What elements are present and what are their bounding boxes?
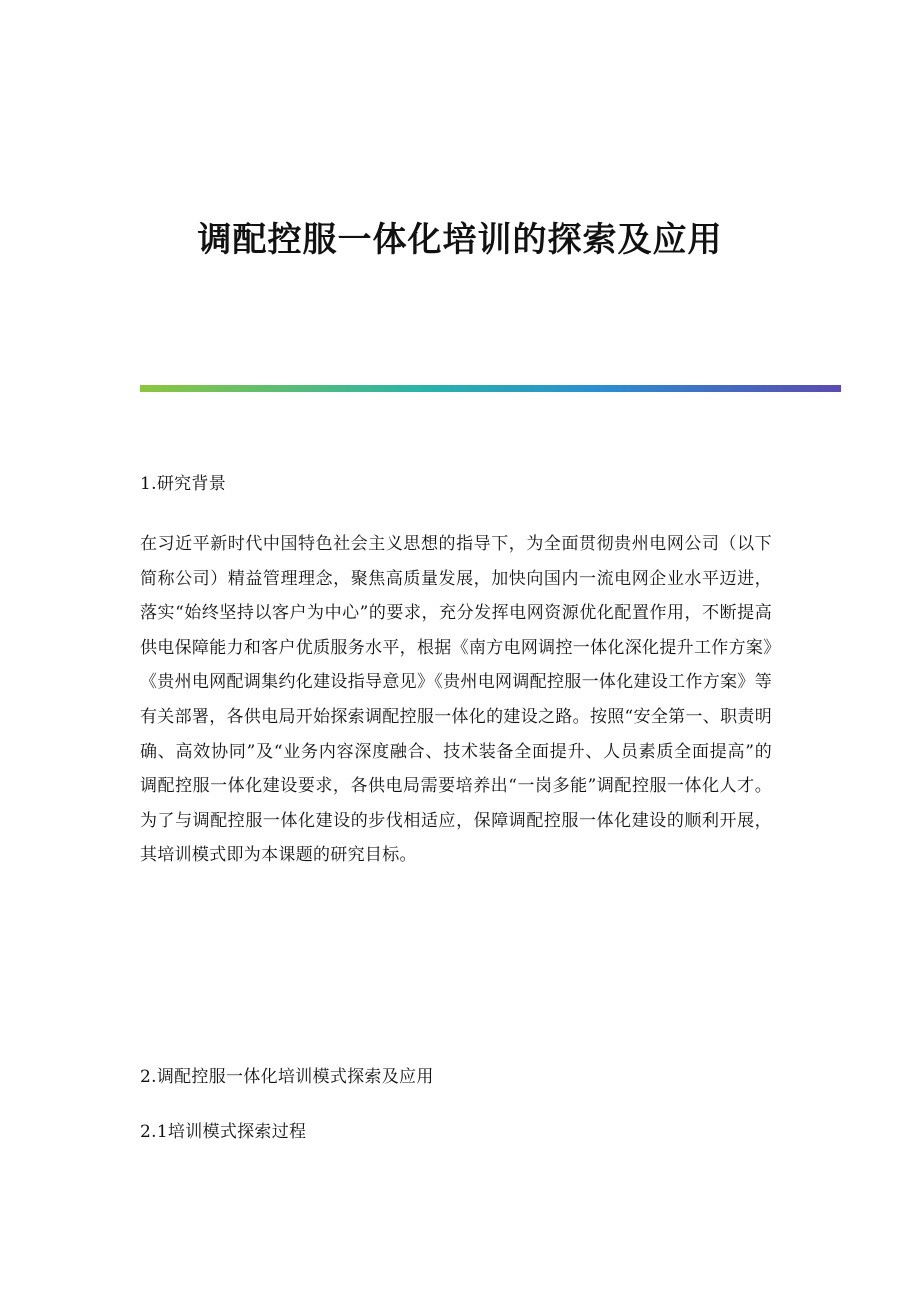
- document-title: 调配控服一体化培训的探索及应用: [197, 220, 723, 260]
- section-1-paragraph: 在习近平新时代中国特色社会主义思想的指导下，为全面贯彻贵州电网公司（以下简称公司）精益管理理念，聚焦高质量发展，加快向国内一流电网企业水平迈进，落实“始终坚持以客户为中心”的要求，充分发挥电网资源优化配置作用，不断提高供电保障能力和客户优质服务水平，根据《南方电网调控一体化深化提升工作方案》《贵州电网配调集约化建设指导意见》《贵州电网调配控服一体化建设工作方案》等有关部署，各供电局开始探索调配控服一体化的建设之路。按照“安全第一、职责明确、高效协同”及“业务内容深度融合、技术装备全面提升、人员素质全面提高”的调配控服一体化建设要求，各供电局需要培养出“一岗多能”调配控服一体化人才。为了与调配控服一体化建设的步伐相适应，保障调配控服一体化建设的顺利开展，其培训模式即为本课题的研究目标。: [140, 534, 772, 866]
- section-heading-2-1: 2.1培训模式探索过程: [140, 1122, 307, 1142]
- title-divider: [140, 385, 841, 392]
- section-heading-1: 1.研究背景: [140, 474, 227, 494]
- section-heading-2: 2.调配控服一体化培训模式探索及应用: [140, 1067, 434, 1087]
